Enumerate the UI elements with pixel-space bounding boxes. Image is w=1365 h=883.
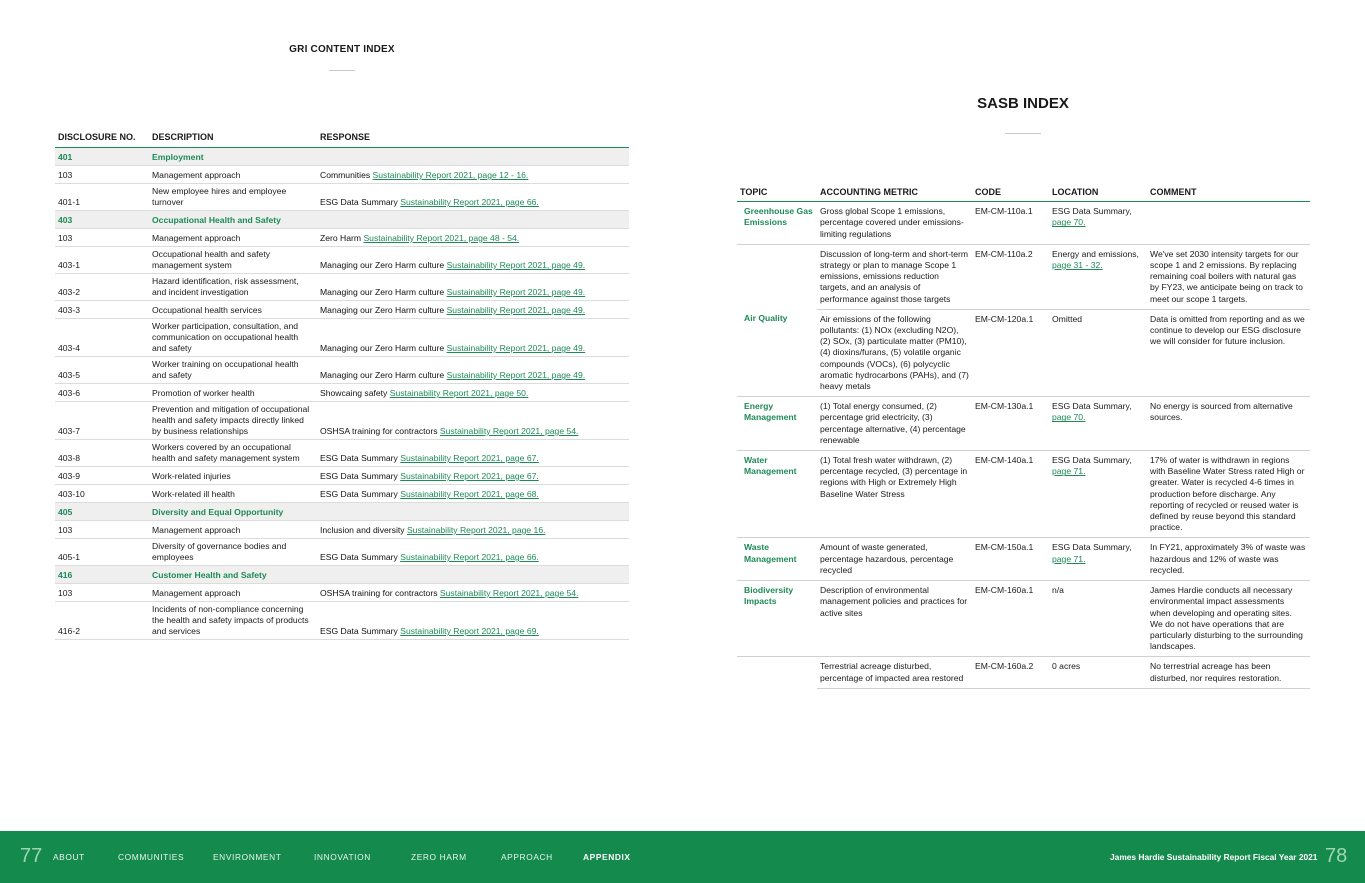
sasb-comment: 17% of water is withdrawn in regions with Baseline Water Stress rated High or greater. Water is recycled 4-6 times in production before discharge. Any reporting of recycled or reused water is defined by reuse beyond this standard practice. [1147,451,1310,538]
sasb-code: EM-CM-130a.1 [972,397,1049,451]
gri-description: Incidents of non-compliance concerning the health and safety impacts of products and services [149,602,317,640]
gri-response [317,301,629,319]
sasb-location-text: ESG Data Summary, [1052,401,1132,412]
sasb-table-row [737,451,1310,538]
gri-disclosure-number: 403-9 [55,467,149,485]
sasb-location-link[interactable]: page 31 - 32. [1052,260,1103,271]
nav-about[interactable]: ABOUT [53,852,85,862]
gri-section-title: Customer Health and Safety [149,566,317,584]
sasb-code: EM-CM-110a.2 [972,244,1049,309]
page-number-left: 77 [20,845,43,867]
gri-table-row [55,166,629,184]
gri-section-row [55,211,629,229]
gri-disclosure-number: 403-2 [55,274,149,301]
sasb-code: EM-CM-150a.1 [972,538,1049,581]
gri-disclosure-number: 103 [55,166,149,184]
sasb-table-row [737,309,1310,396]
gri-description: Prevention and mitigation of occupational health and safety impacts directly linked by business relationships [149,402,317,440]
sasb-comment: James Hardie conducts all necessary environmental impact assessments when developing and operating sites. We do not have operations that are particularly disturbing to the surrounding landscapes. [1147,581,1310,657]
gri-response-link[interactable]: Sustainability Report 2021, page 12 - 16. [372,170,529,180]
gri-response-link[interactable]: Sustainability Report 2021, page 16. [406,525,546,535]
gri-response-text: Showcaing safety [320,388,390,398]
sasb-code: EM-CM-140a.1 [972,451,1049,538]
sasb-header-topic: TOPIC [737,182,817,202]
gri-response [317,485,629,503]
gri-section-blank [317,211,629,229]
gri-disclosure-number: 103 [55,521,149,539]
nav-innovation[interactable]: INNOVATION [314,852,371,862]
gri-table-row [55,402,629,440]
gri-description: Promotion of worker health [149,384,317,402]
gri-table-row [55,440,629,467]
gri-disclosure-number: 103 [55,584,149,602]
sasb-table-row [737,202,1310,245]
gri-description: Work-related injuries [149,467,317,485]
gri-response-link[interactable]: Sustainability Report 2021, page 66. [400,197,539,207]
gri-section-row [55,566,629,584]
gri-response [317,274,629,301]
gri-table-row [55,301,629,319]
gri-response-text: ESG Data Summary [320,453,401,463]
gri-header-description: DESCRIPTION [149,127,317,148]
sasb-header-code: CODE [972,182,1049,202]
sasb-location-text: Energy and emissions, [1052,248,1139,259]
gri-response [317,602,629,640]
sasb-comment: Data is omitted from reporting and as we continue to develop our ESG disclosure we will consider for future inclusion. [1147,309,1310,396]
gri-table-row [55,539,629,566]
gri-header-response: RESPONSE [317,127,629,148]
gri-description: Workers covered by an occupational health and safety management system [149,440,317,467]
gri-section-title: Employment [149,148,317,166]
sasb-code: EM-CM-160a.1 [972,581,1049,657]
gri-description: Management approach [149,229,317,247]
gri-description: Occupational health and safety management system [149,247,317,274]
page-number-right: 78 [1325,845,1348,867]
gri-response-link[interactable]: Sustainability Report 2021, page 67. [400,471,539,481]
gri-table-row [55,584,629,602]
gri-section-blank [317,148,629,166]
gri-section-number: 401 [55,148,149,166]
sasb-table-row [737,581,1310,657]
gri-response [317,384,629,402]
sasb-topic: Water Management [737,451,817,538]
sasb-comment: We've set 2030 intensity targets for our scope 1 and 2 emissions. By replacing remaining coal boilers with natural gas by FY23, we anticipate being on track to meet our scope 1 targets. [1147,244,1310,309]
gri-table-row [55,184,629,211]
gri-disclosure-number: 403-3 [55,301,149,319]
gri-response-link[interactable]: Sustainability Report 2021, page 49. [446,260,586,270]
gri-disclosure-number: 403-1 [55,247,149,274]
sasb-location [1049,309,1147,396]
gri-response [317,247,629,274]
sasb-topic [737,657,817,688]
gri-disclosure-number: 403-6 [55,384,149,402]
sasb-code: EM-CM-120a.1 [972,309,1049,396]
gri-index-title: GRI CONTENT INDEX [289,44,395,55]
gri-table-row [55,319,629,357]
sasb-table-body [737,202,1310,689]
gri-header-disclosure: DISCLOSURE NO. [55,127,149,148]
gri-response [317,166,629,184]
gri-response-text: Managing our Zero Harm culture [320,343,447,353]
gri-response [317,467,629,485]
gri-disclosure-number: 405-1 [55,539,149,566]
sasb-comment: No energy is sourced from alternative sources. [1147,397,1310,451]
gri-description: Worker participation, consultation, and communication on occupational health and safety [149,319,317,357]
gri-response [317,584,629,602]
sasb-comment: No terrestrial acreage has been disturbed, nor requires restoration. [1147,657,1310,688]
gri-response-link[interactable]: Sustainability Report 2021, page 49. [446,287,586,297]
report-name: James Hardie Sustainability Report Fiscal Year 2021 [1110,852,1318,862]
gri-response-link[interactable]: Sustainability Report 2021, page 54. [439,426,579,436]
gri-table-row [55,247,629,274]
sasb-accounting-metric: (1) Total fresh water withdrawn, (2) percentage recycled, (3) percentage in regions with High or Extremely High Baseline Water Stress [817,451,972,538]
sasb-topic [737,244,817,309]
gri-section-title: Diversity and Equal Opportunity [149,503,317,521]
sasb-location [1049,244,1147,309]
gri-response-text: ESG Data Summary [320,626,401,636]
gri-disclosure-number: 403-4 [55,319,149,357]
sasb-code: EM-CM-110a.1 [972,202,1049,245]
gri-table-body [55,148,629,640]
gri-description: Management approach [149,521,317,539]
gri-title-divider [329,70,355,71]
gri-response-text: ESG Data Summary [320,197,401,207]
gri-response-text: Zero Harm [320,233,364,243]
gri-table-row [55,229,629,247]
sasb-location [1049,581,1147,657]
sasb-location-text: n/a [1052,585,1064,596]
gri-disclosure-number: 103 [55,229,149,247]
sasb-table-row [737,538,1310,581]
sasb-location-text: ESG Data Summary, [1052,206,1132,217]
sasb-accounting-metric: Amount of waste generated, percentage hazardous, percentage recycled [817,538,972,581]
gri-response-link[interactable]: Sustainability Report 2021, page 49. [446,343,586,353]
gri-section-title: Occupational Health and Safety [149,211,317,229]
gri-response-text: Managing our Zero Harm culture [320,287,447,297]
gri-response-text: ESG Data Summary [320,489,401,499]
sasb-header-row [737,182,1310,202]
gri-section-number: 416 [55,566,149,584]
sasb-accounting-metric: Terrestrial acreage disturbed, percentage of impacted area restored [817,657,972,688]
sasb-index-title: SASB INDEX [977,95,1069,112]
gri-response [317,357,629,384]
gri-response [317,229,629,247]
gri-section-blank [317,503,629,521]
gri-disclosure-number: 403-10 [55,485,149,503]
gri-disclosure-number: 403-8 [55,440,149,467]
gri-header-row [55,127,629,148]
sasb-location [1049,451,1147,538]
gri-response-text: ESG Data Summary [320,471,401,481]
sasb-code: EM-CM-160a.2 [972,657,1049,688]
gri-section-number: 405 [55,503,149,521]
sasb-location-link[interactable]: page 71. [1052,466,1086,477]
gri-section-number: 403 [55,211,149,229]
gri-response-link[interactable]: Sustainability Report 2021, page 69. [400,626,539,636]
gri-table-row [55,485,629,503]
sasb-header-comment: COMMENT [1147,182,1310,202]
sasb-topic: Energy Management [737,397,817,451]
gri-response-link[interactable]: Sustainability Report 2021, page 67. [400,453,539,463]
sasb-accounting-metric: Description of environmental management policies and practices for active sites [817,581,972,657]
gri-table-row [55,521,629,539]
nav-environment[interactable]: ENVIRONMENT [213,852,282,862]
gri-response-text: Inclusion and diversity [320,525,407,535]
gri-response-link[interactable]: Sustainability Report 2021, page 49. [446,305,586,315]
sasb-comment [1147,202,1310,245]
sasb-topic: Greenhouse Gas Emissions [737,202,817,245]
gri-disclosure-number: 403-7 [55,402,149,440]
gri-disclosure-number: 403-5 [55,357,149,384]
gri-response [317,539,629,566]
gri-response-link[interactable]: Sustainability Report 2021, page 54. [439,588,579,598]
gri-table-row [55,602,629,640]
nav-appendix[interactable]: APPENDIX [583,852,631,862]
sasb-location [1049,397,1147,451]
gri-description: Occupational health services [149,301,317,319]
gri-disclosure-number: 401-1 [55,184,149,211]
gri-description: Work-related ill health [149,485,317,503]
gri-response-text: Managing our Zero Harm culture [320,370,447,380]
sasb-topic: Biodiversity Impacts [737,581,817,657]
sasb-location [1049,538,1147,581]
sasb-topic: Air Quality [737,309,817,396]
sasb-accounting-metric: (1) Total energy consumed, (2) percentage grid electricity, (3) percentage alternative, (4) percentage renewable [817,397,972,451]
gri-response [317,521,629,539]
gri-description: Hazard identification, risk assessment, and incident investigation [149,274,317,301]
sasb-table-row [737,657,1310,688]
gri-description: Management approach [149,584,317,602]
gri-section-blank [317,566,629,584]
nav-communities[interactable]: COMMUNITIES [118,852,185,862]
gri-response-text: Communities [320,170,373,180]
gri-response-text: OSHSA training for contractors [320,426,440,436]
gri-table-row [55,384,629,402]
nav-approach[interactable]: APPROACH [501,852,553,862]
sasb-comment: In FY21, approximately 3% of waste was hazardous and 12% of waste was recycled. [1147,538,1310,581]
gri-response-link[interactable]: Sustainability Report 2021, page 68. [400,489,539,499]
sasb-location-text: 0 acres [1052,661,1081,672]
gri-section-row [55,503,629,521]
gri-response-text: Managing our Zero Harm culture [320,305,447,315]
gri-response-link[interactable]: Sustainability Report 2021, page 49. [446,370,586,380]
gri-description: Diversity of governance bodies and employees [149,539,317,566]
gri-response [317,440,629,467]
sasb-accounting-metric: Discussion of long-term and short-term strategy or plan to manage Scope 1 emissions, emissions reduction targets, and an analysis of performance against those targets [817,244,972,309]
sasb-location-text: ESG Data Summary, [1052,542,1132,553]
gri-response-link[interactable]: Sustainability Report 2021, page 66. [400,552,539,562]
gri-description: Worker training on occupational health and safety [149,357,317,384]
gri-response-link[interactable]: Sustainability Report 2021, page 50. [389,388,529,398]
nav-zero-harm[interactable]: ZERO HARM [411,852,467,862]
gri-response [317,402,629,440]
sasb-table-row [737,244,1310,309]
gri-response-link[interactable]: Sustainability Report 2021, page 48 - 54. [363,233,520,243]
gri-table-row [55,274,629,301]
gri-description: Management approach [149,166,317,184]
sasb-accounting-metric: Gross global Scope 1 emissions, percentage covered under emissions-limiting regulations [817,202,972,245]
sasb-location-text: Omitted [1052,313,1083,324]
gri-response-text: OSHSA training for contractors [320,588,440,598]
gri-response-text: ESG Data Summary [320,552,401,562]
gri-response-text: Managing our Zero Harm culture [320,260,447,270]
gri-table-row [55,467,629,485]
gri-description: New employee hires and employee turnover [149,184,317,211]
sasb-header-location: LOCATION [1049,182,1147,202]
sasb-title-divider [1005,133,1041,134]
gri-disclosure-number: 416-2 [55,602,149,640]
gri-response [317,184,629,211]
sasb-topic: Waste Management [737,538,817,581]
gri-section-row [55,148,629,166]
gri-table-row [55,357,629,384]
sasb-location-link[interactable]: page 70. [1052,412,1086,423]
sasb-accounting-metric: Air emissions of the following pollutants: (1) NOx (excluding N2O), (2) SOx, (3) particulate matter (PM10), (4) dioxins/furans, (5) volatile organic compounds (VOCs), (6) polycyclic aromatic hydrocarbons (PAHs), and (7) heavy metals [817,309,972,396]
sasb-location-text: ESG Data Summary, [1052,455,1132,466]
sasb-table-row [737,397,1310,451]
footer-bar [0,831,1365,883]
sasb-location [1049,657,1147,688]
sasb-location-link[interactable]: page 71. [1052,553,1086,564]
sasb-location-link[interactable]: page 70. [1052,217,1086,228]
gri-table [55,127,629,640]
sasb-location [1049,202,1147,245]
gri-response [317,319,629,357]
sasb-table [737,182,1310,689]
sasb-header-metric: ACCOUNTING METRIC [817,182,972,202]
